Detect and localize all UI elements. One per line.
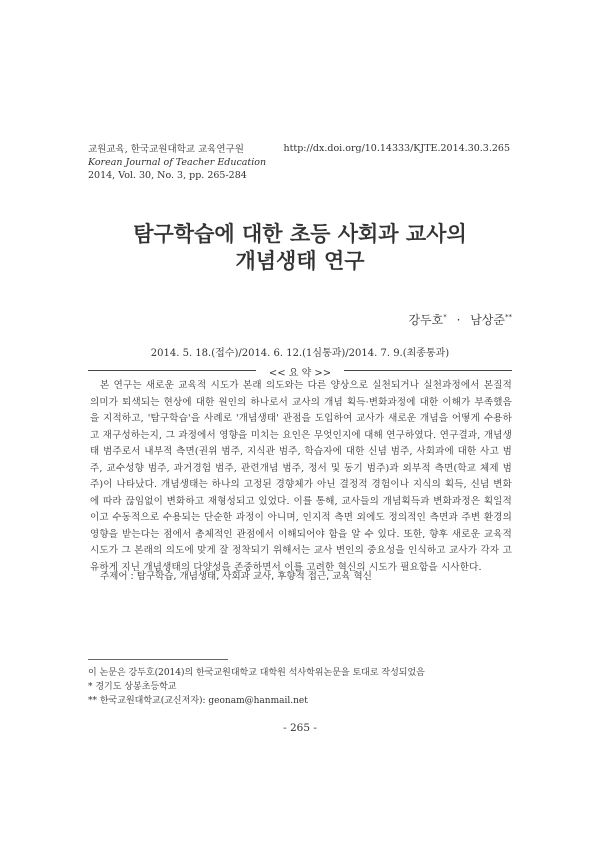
- paper-title-line-1: 탐구학습에 대한 초등 사회과 교사의: [133, 222, 467, 246]
- author-1: 강두호: [408, 313, 444, 327]
- page-number: - 265 -: [283, 722, 317, 734]
- author-1-mark: *: [443, 313, 447, 321]
- authors: [408, 311, 512, 328]
- footnote-author-2: ** 한국교원대학교(교신저자): geonam@hanmail.net: [88, 696, 308, 706]
- journal-name: Korean Journal of Teacher Education: [88, 157, 267, 168]
- abstract-text: 본 연구는 새로운 교육적 시도가 본래 의도와는 다른 양상으로 실천되거나 실천과정에서 본질적 의미가 퇴색되는 현상에 대한 원인의 하나로서 교사의 개념 획득·변화과정에 대한 이해가 부족했음을 지적하고, '탐구학습'을 사례로 '개념생태' 관점을 도입하여 교사가 새로운 개념을 어떻게 수용하고 재구성하는지, 그 과정에서 영향을 미치는 요인은 무엇인지에 대해 연구하였다. 연구결과, 개념생태 범주로서 내부적 측면(권위 범주, 지식관 범주, 학습자에 대한 신념 범주, 사회과에 대한 사고 범주, 교수성향 범주, 과거경험 범주, 관련개념 범주, 정서 및 동기 범주)과 외부적 측면(학교 체제 범주)이 나타났다. 개념생태는 하나의 고정된 경향체가 아닌 결정적 경험이나 지식의 획득, 신념 변화에 따라 끊임없이 변화하고 재형성되고 있었다. 이를 통해, 교사들의 개념획득과 변화과정은 획일적이고 수동적으로 수용되는 단순한 과정이 아니며, 인지적 측면 외에도 정의적인 측면과 주변 환경의 영향을 받는다는 점에서 총체적인 관점에서 이해되어야 함을 알 수 있다. 또한, 향후 새로운 교육적 시도가 그 본래의 의도에 맞게 잘 정착되기 위해서는 교사 변인의 중요성을 인식하고 교사가 각자 고유하게 지닌 개념생태의 다양성을 존중하면서 이를 고려한 혁신의 시도가 필요함을 시사한다.: [90, 380, 512, 573]
- paper-title-line-2: 개념생태 연구: [235, 249, 365, 273]
- journal-issue: 2014, Vol. 30, No. 3, pp. 265-284: [88, 170, 247, 181]
- abstract-label: << 요 약 >>: [268, 368, 332, 379]
- author-separator: ·: [456, 313, 461, 327]
- footnote-author-1: * 경기도 상봉초등학교: [88, 682, 177, 692]
- footnote-source: 이 논문은 강두호(2014)의 한국교원대학교 대학원 석사학위논문을 토대로 작성되었음: [88, 668, 425, 678]
- doi-link[interactable]: http://dx.doi.org/10.14333/KJTE.2014.30.3.265: [283, 143, 510, 154]
- keywords: 주제어 : 탐구학습, 개념생태, 사회과 교사, 후향적 접근, 교육 혁신: [100, 571, 372, 582]
- journal-institution: 교원교육, 한국교원대학교 교육연구원: [88, 144, 244, 155]
- author-2-mark: **: [505, 313, 512, 321]
- abstract-rule-right: [344, 370, 512, 371]
- footnote-divider: [88, 659, 228, 660]
- author-2: 남상준: [470, 313, 505, 327]
- submission-dates: 2014. 5. 18.(접수)/2014. 6. 12.(1심통과)/2014. 7. 9.(최종통과): [150, 348, 450, 359]
